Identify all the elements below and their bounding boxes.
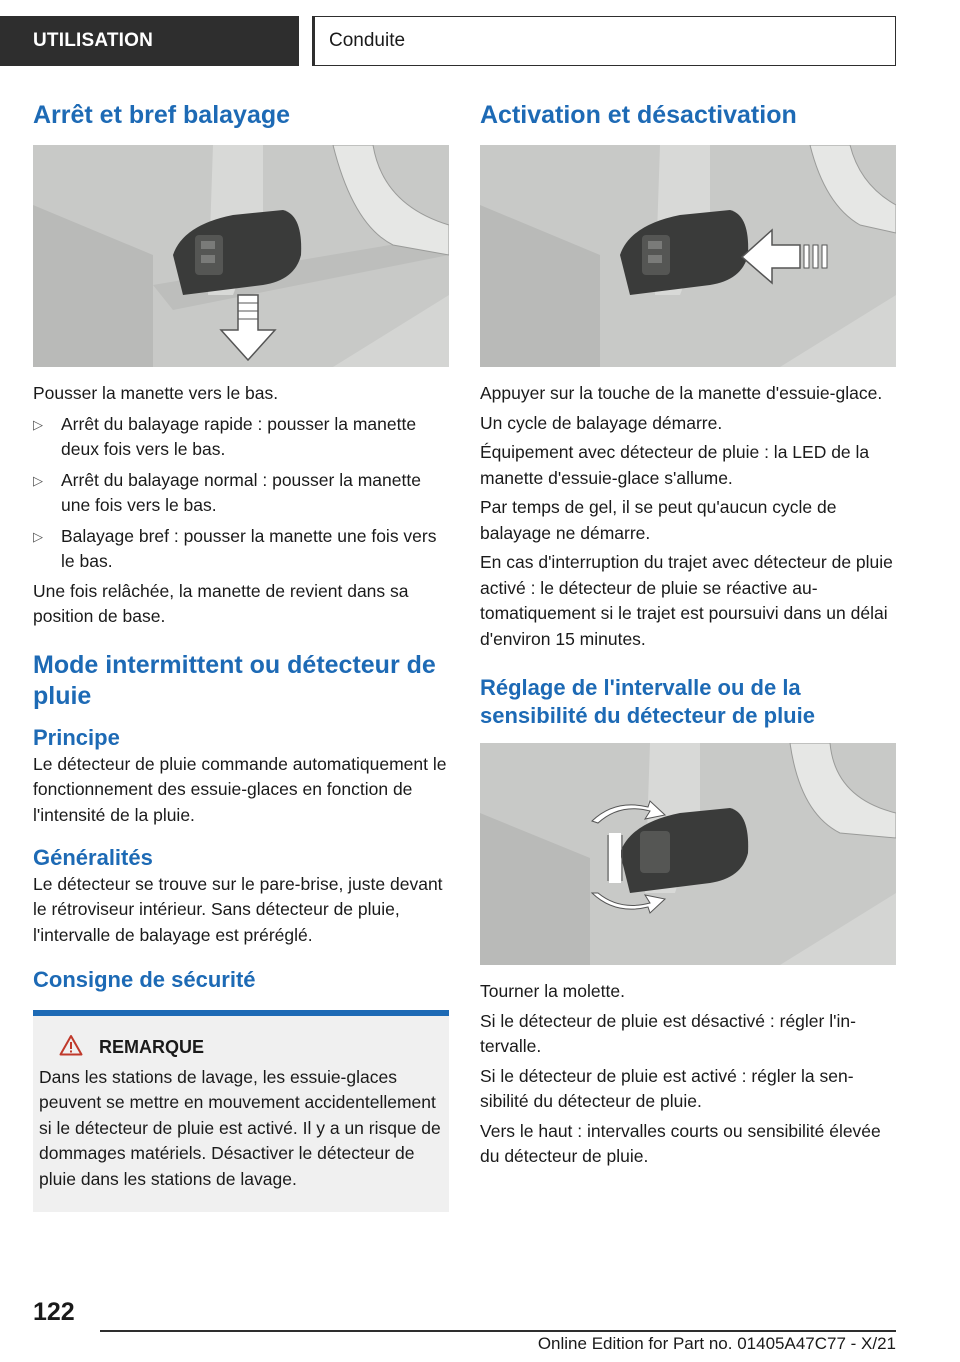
figure-lever-push-down xyxy=(33,145,449,367)
warning-triangle-icon xyxy=(59,1034,83,1061)
subsection-title-general: Généralités xyxy=(33,845,153,871)
subsection-title-safety: Consigne de sécurité xyxy=(33,967,256,993)
bullet-list-stop xyxy=(33,412,449,575)
paragraph-frost: Par temps de gel, il se peut qu'aucun cycle de balayage ne démarre. xyxy=(480,497,837,543)
list-item-text: Balayage bref : pousser la manette une fois vers le bas. xyxy=(61,525,437,572)
section-title-activation: Activation et désactivation xyxy=(480,101,797,129)
triangle-right-icon: ▷ xyxy=(33,528,43,544)
right-column xyxy=(480,100,896,1170)
paragraph-general: Le détecteur se trouve sur le pare-brise, juste devant le rétroviseur intérieur. Sans détecteur de pluie, l'intervalle de balayage est préréglé. xyxy=(33,873,443,945)
header-chapter-label: Conduite xyxy=(329,30,406,51)
paragraph-interruption: En cas d'interruption du trajet avec détecteur de pluie activé : le détecteur de pluie se réactive automatiquement si le trajet est poursuivi dans un délai d'environ 15 minutes. xyxy=(480,552,893,649)
paragraph-upward: Vers le haut : intervalles courts ou sensibilité élevée du détecteur de pluie. xyxy=(480,1120,881,1167)
page-number: 122 xyxy=(33,1298,75,1326)
list-item xyxy=(33,412,449,463)
left-column xyxy=(33,100,449,1212)
list-item-text: Arrêt du balayage normal : pousser la manette une fois vers le bas. xyxy=(61,469,421,516)
paragraph-lever-release: Une fois relâchée, la manette de revient dans sa position de base. xyxy=(33,580,409,627)
paragraph-turn-wheel: Tourner la molette. xyxy=(480,981,625,1002)
warning-title: REMARQUE xyxy=(99,1036,205,1057)
warning-box xyxy=(33,1016,449,1213)
triangle-right-icon: ▷ xyxy=(33,416,43,432)
triangle-right-icon: ▷ xyxy=(33,472,43,488)
paragraph-press-button: Appuyer sur la touche de la manette d'essuie-glace. xyxy=(480,383,883,404)
list-item xyxy=(33,468,449,519)
warning-text: Dans les stations de lavage, les essuie-glaces peuvent se mettre en mouvement accidentellement si le détecteur de pluie est activé. Il y a un risque de dommages matériels. Désactiver le détecteur de pluie dans les stations de lavage. xyxy=(39,1066,441,1189)
footer-divider xyxy=(100,1330,896,1332)
subsection-title-interval-setting: Réglage de l'intervalle ou de la sensibilité du détecteur de pluie xyxy=(480,675,815,728)
header-chapter-tab xyxy=(312,16,896,66)
section-title-intermittent-mode: Mode intermittent ou détecteur de pluie xyxy=(33,650,436,710)
footer-edition: Online Edition for Part no. 01405A47C77 - X/21 xyxy=(537,1334,896,1353)
paragraph-interval: Si le détecteur de pluie est désactivé : régler l'intervalle. xyxy=(480,1010,856,1057)
list-item-text: Arrêt du balayage rapide : pousser la manette deux fois vers le bas. xyxy=(61,413,417,460)
section-title-stop-brief-wipe: Arrêt et bref balayage xyxy=(33,101,291,129)
paragraph-cycle-start: Un cycle de balayage démarre. xyxy=(480,412,723,433)
paragraph-principle: Le détecteur de pluie commande automatiquement le fonctionnement des essuie-glaces en fonction de l'intensité de la pluie. xyxy=(33,753,447,825)
header-section-label: UTILISATION xyxy=(33,30,154,51)
paragraph-led: Équipement avec détecteur de pluie : la LED de la manette d'essuie-glace s'allume. xyxy=(480,442,870,488)
figure-lever-button-press xyxy=(480,145,896,367)
header-section-tab xyxy=(0,16,299,66)
warning-header xyxy=(39,1034,441,1061)
subsection-title-principle: Principe xyxy=(33,725,120,751)
figure-thumbwheel-rotate xyxy=(480,743,896,965)
warning-block xyxy=(33,1010,449,1213)
list-item xyxy=(33,524,449,575)
paragraph-push-lever: Pousser la manette vers le bas. xyxy=(33,383,279,404)
paragraph-sensitivity: Si le détecteur de pluie est activé : régler la sensibilité du détecteur de pluie. xyxy=(480,1065,854,1112)
